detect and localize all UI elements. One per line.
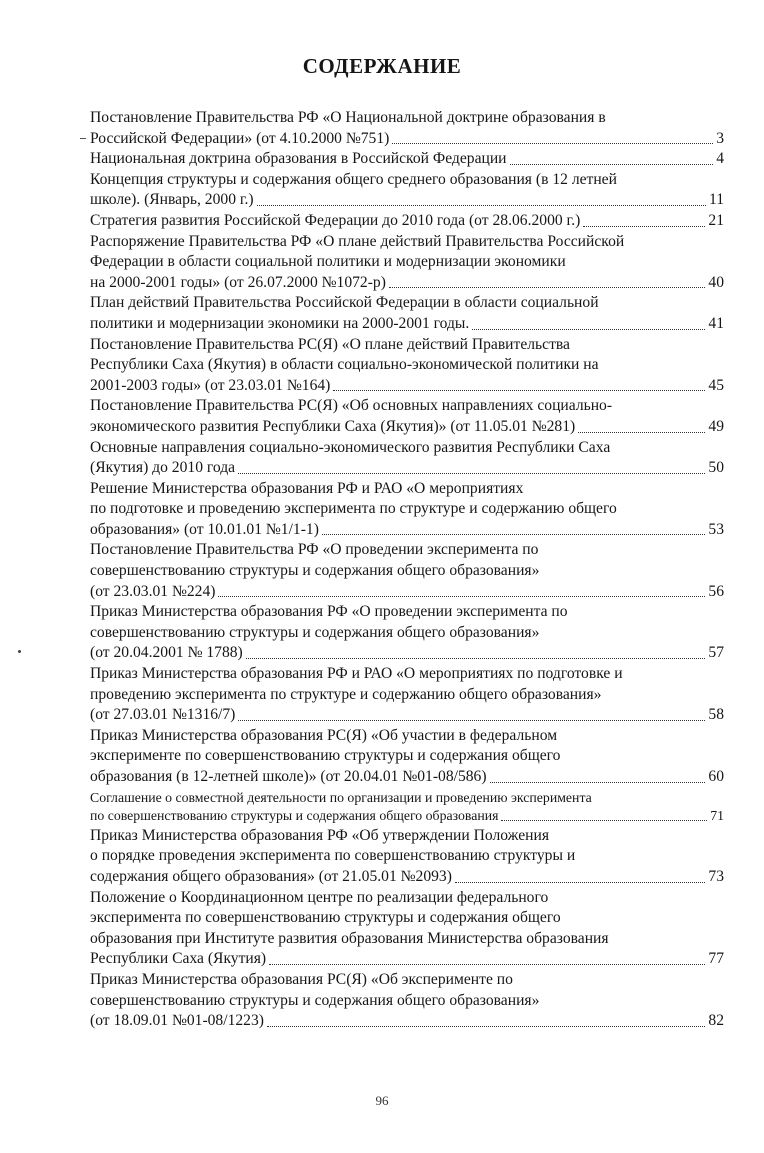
toc-page-number: 50 — [708, 459, 724, 477]
toc-entry — [90, 211, 724, 232]
toc-page-number: 41 — [708, 314, 724, 332]
toc-entry-line: Приказ Министерства образования РФ «О проведении эксперимента по — [90, 603, 568, 621]
toc-entry-last-line — [90, 376, 724, 397]
dot-leader — [392, 143, 713, 144]
dot-leader — [455, 882, 705, 883]
toc-entry-text: (Якутия) до 2010 года — [90, 459, 236, 477]
toc-entry — [90, 438, 724, 479]
toc-entry — [90, 664, 724, 726]
toc-entry-text: школе). (Январь, 2000 г.) — [90, 191, 254, 209]
toc-entry — [90, 602, 724, 664]
table-of-contents — [90, 108, 724, 1032]
toc-entry-last-line — [90, 417, 724, 438]
toc-entry — [90, 335, 724, 397]
toc-entry-last-line — [90, 458, 724, 479]
dot-leader — [583, 226, 705, 227]
toc-page-number: 71 — [710, 808, 724, 824]
toc-entry-last-line — [90, 520, 724, 541]
toc-entry-last-line — [90, 643, 724, 664]
dot-leader — [218, 596, 705, 597]
toc-entry — [90, 540, 724, 602]
toc-entry-last-line — [90, 767, 724, 788]
toc-entry-line: о порядке проведения эксперимента по совершенствованию структуры и — [90, 847, 576, 865]
toc-entry-line: Постановление Правительства РС(Я) «Об основных направлениях социально- — [90, 397, 613, 415]
toc-entry — [90, 726, 724, 788]
toc-entry-line: Концепция структуры и содержания общего среднего образования (в 12 летней — [90, 170, 617, 188]
toc-entry-text: Республики Саха (Якутия) — [90, 950, 267, 968]
toc-entry-text: политики и модернизации экономики на 2000-2001 годы. — [90, 314, 470, 332]
toc-page-number: 11 — [708, 191, 724, 209]
toc-entry — [90, 396, 724, 437]
toc-entry-last-line — [90, 149, 724, 170]
toc-entry-text: экономического развития Республики Саха (Якутия)» (от 11.05.01 №281) — [90, 417, 576, 435]
scan-speck — [18, 650, 21, 653]
dot-leader — [389, 287, 705, 288]
dot-leader — [472, 329, 705, 330]
toc-entry — [90, 149, 724, 170]
dot-leader — [322, 534, 705, 535]
toc-entry-line: Постановление Правительства РФ «О Национальной доктрине образования в — [90, 109, 606, 126]
toc-page-number: 45 — [708, 376, 724, 394]
toc-entry-text: Национальная доктрина образования в Российской Федерации — [90, 150, 507, 168]
toc-entry-line: Приказ Министерства образования РФ «Об утверждении Положения — [90, 826, 550, 844]
toc-entry-line: Распоряжение Правительства РФ «О плане действий Правительства Российской — [90, 232, 625, 250]
toc-entry — [90, 170, 724, 211]
dot-leader — [510, 164, 714, 165]
dot-leader — [269, 964, 705, 965]
toc-entry-last-line — [90, 211, 724, 232]
toc-entry-last-line — [90, 273, 724, 294]
toc-entry-text: (от 20.04.2001 № 1788) — [90, 644, 243, 662]
toc-page-number: 21 — [708, 211, 724, 229]
toc-entry-line: План действий Правительства Российской Федерации в области социальной — [90, 294, 599, 312]
toc-page-number: 49 — [708, 417, 724, 435]
toc-entry — [90, 293, 724, 334]
dot-leader — [238, 473, 705, 474]
toc-entry-line: проведению эксперимента по структуре и содержанию общего образования» — [90, 685, 602, 703]
dot-leader — [578, 432, 705, 433]
toc-entry — [90, 789, 724, 826]
toc-page-number: 3 — [716, 129, 724, 147]
toc-page-number: 82 — [708, 1012, 724, 1030]
toc-entry-last-line — [90, 314, 724, 335]
toc-entry-line: Приказ Министерства образования РС(Я) «Об участии в федеральном — [90, 726, 558, 744]
toc-entry-line: Положение о Координационном центре по реализации федерального — [90, 888, 549, 906]
toc-entry-line: Постановление Правительства РФ «О проведении эксперимента по — [90, 541, 539, 559]
toc-entry-last-line — [90, 582, 724, 603]
toc-entry-text: 2001-2003 годы» (от 23.03.01 №164) — [90, 376, 331, 394]
toc-entry-line: Постановление Правительства РС(Я) «О плане действий Правительства — [90, 335, 570, 353]
toc-entry-text: (от 23.03.01 №224) — [90, 582, 216, 600]
toc-entry-text: Российской Федерации» (от 4.10.2000 №751) — [90, 129, 390, 147]
toc-page-number: 56 — [708, 582, 724, 600]
toc-entry-text: (от 27.03.01 №1316/7) — [90, 706, 236, 724]
toc-entry-line: Основные направления социально-экономического развития Республики Саха — [90, 438, 611, 456]
toc-page-number: 60 — [708, 768, 724, 785]
toc-entry-line: совершенствованию структуры и содержания общего образования» — [90, 562, 540, 580]
toc-page-number: 40 — [708, 273, 724, 291]
toc-page-number: 58 — [708, 706, 724, 724]
toc-entry-line: совершенствованию структуры и содержания общего образования» — [90, 991, 540, 1009]
dot-leader — [257, 205, 706, 206]
page-number: 96 — [375, 1093, 389, 1108]
toc-entry — [90, 232, 724, 294]
toc-page-number: 53 — [708, 520, 724, 538]
toc-entry-line: Республики Саха (Якутия) в области социально-экономической политики на — [90, 356, 599, 374]
toc-entry-line: эксперимента по совершенствованию структуры и содержания общего — [90, 909, 561, 927]
toc-entry-line: Приказ Министерства образования РС(Я) «Об эксперименте по — [90, 970, 513, 988]
toc-entry-last-line — [90, 807, 724, 826]
toc-entry-line: эксперименте по совершенствованию структуры и содержания общего — [90, 747, 561, 765]
toc-entry-last-line — [90, 129, 724, 150]
toc-entry-last-line — [90, 949, 724, 970]
toc-entry — [90, 108, 724, 149]
dot-leader — [333, 390, 705, 391]
toc-entry-text: (от 18.09.01 №01-08/1223) — [90, 1012, 264, 1030]
toc-entry-text: на 2000-2001 годы» (от 26.07.2000 №1072-р) — [90, 273, 386, 291]
toc-entry-line: Соглашение о совместной деятельности по организации и проведению эксперимента — [90, 789, 592, 805]
page-title: СОДЕРЖАНИЕ — [302, 54, 462, 78]
scan-mark — [80, 138, 86, 139]
toc-entry — [90, 479, 724, 541]
toc-entry — [90, 888, 724, 970]
toc-entry-text: по совершенствованию структуры и содержания общего образования — [90, 808, 499, 824]
dot-leader — [238, 720, 705, 721]
toc-page-number: 57 — [708, 644, 724, 662]
toc-page-number: 73 — [708, 867, 724, 885]
toc-entry-text: Стратегия развития Российской Федерации до 2010 года (от 28.06.2000 г.) — [90, 211, 581, 229]
dot-leader — [246, 658, 706, 659]
toc-entry-last-line — [90, 190, 724, 211]
toc-entry-line: по подготовке и проведению эксперимента по структуре и содержанию общего — [90, 500, 617, 518]
toc-entry-line: Решение Министерства образования РФ и РАО «О мероприятиях — [90, 479, 524, 497]
toc-entry-last-line — [90, 705, 724, 726]
dot-leader — [490, 782, 706, 783]
toc-entry — [90, 826, 724, 888]
toc-page-number: 4 — [716, 150, 724, 168]
toc-entry-text: образования (в 12-летней школе)» (от 20.04.01 №01-08/586) — [90, 768, 487, 785]
dot-leader — [501, 820, 707, 821]
toc-entry — [90, 970, 724, 1032]
toc-entry-line: Федерации в области социальной политики и модернизации экономики — [90, 253, 566, 271]
toc-entry-last-line — [90, 867, 724, 888]
dot-leader — [267, 1026, 705, 1027]
toc-entry-text: образования» (от 10.01.01 №1/1-1) — [90, 520, 319, 538]
toc-entry-text: содержания общего образования» (от 21.05.01 №2093) — [90, 867, 452, 885]
toc-entry-line: образования при Институте развития образования Министерства образования — [90, 929, 609, 947]
toc-entry-line: Приказ Министерства образования РФ и РАО «О мероприятиях по подготовке и — [90, 665, 623, 683]
toc-entry-line: совершенствованию структуры и содержания общего образования» — [90, 623, 540, 641]
toc-entry-last-line — [90, 1011, 724, 1032]
toc-page-number: 77 — [708, 950, 724, 968]
